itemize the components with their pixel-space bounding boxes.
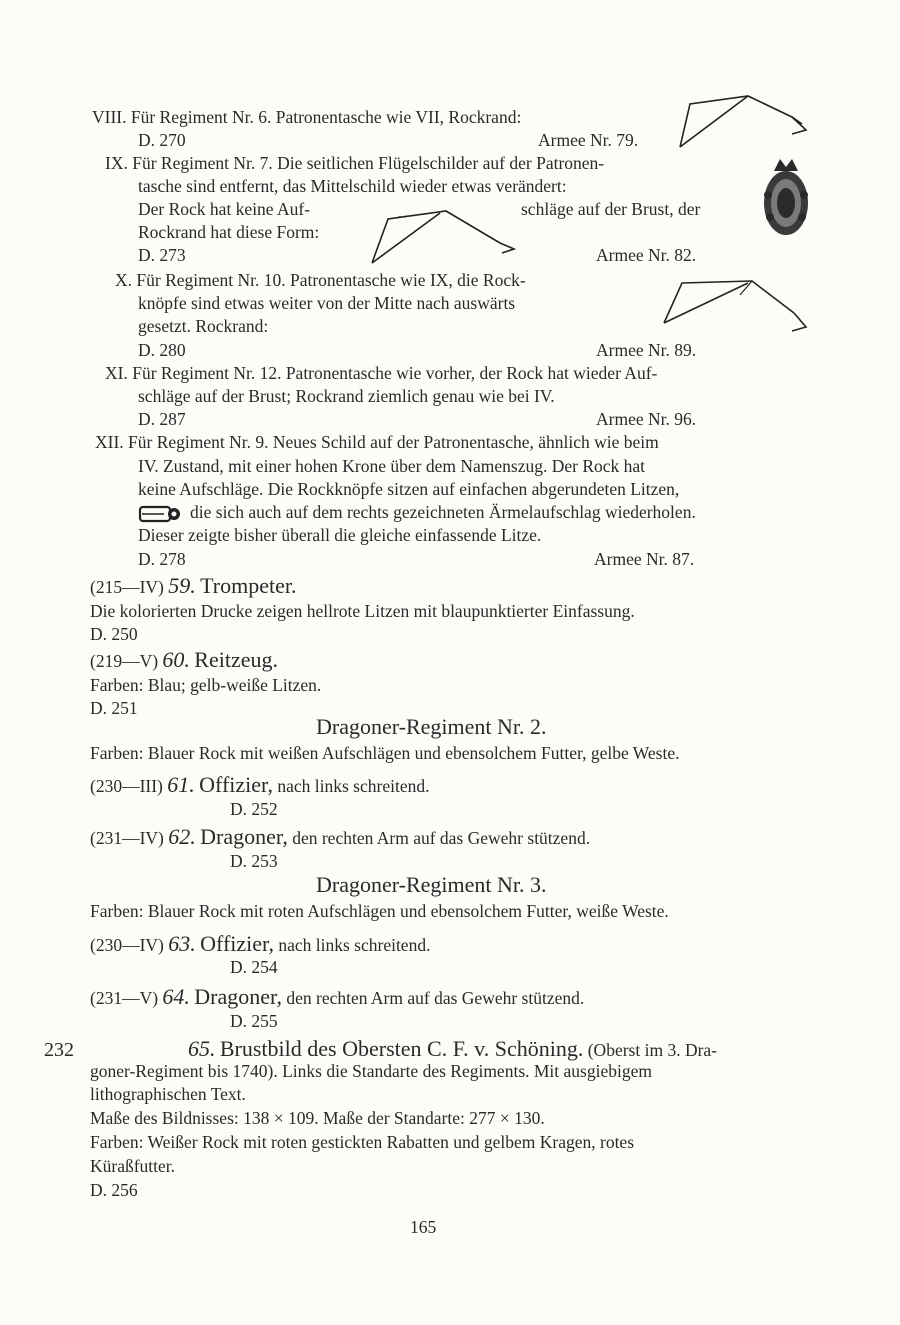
item-x-d: D. 280 (138, 340, 186, 360)
rockrand-sketch-ix (368, 205, 518, 267)
entry-65-line3: lithographischen Text. (90, 1084, 246, 1104)
item-xii-armee: Armee Nr. 87. (594, 549, 695, 569)
entry-65-line4: Maße des Bildnisses: 138 × 109. Maße der Standarte: 277 × 130. (90, 1108, 545, 1128)
entry-61-d: D. 252 (230, 799, 278, 819)
item-xii-line1: XII. Für Regiment Nr. 9. Neues Schild auf der Patronentasche, ähnlich wie beim (95, 432, 659, 452)
entry-60-d: D. 251 (90, 698, 138, 718)
rockrand-sketch-x (660, 275, 810, 335)
item-ix-d: D. 273 (138, 245, 186, 265)
item-ix-line2: tasche sind entfernt, das Mittelschild wieder etwas verändert: (138, 176, 567, 196)
entry-65-line6: Küraßfutter. (90, 1156, 176, 1176)
item-ix-armee: Armee Nr. 82. (596, 245, 697, 265)
entry-60-header: (219—V) 60. Reitzeug. (90, 647, 278, 672)
section-heading-dragoner-2: Dragoner-Regiment Nr. 2. (316, 714, 547, 739)
item-viii-d: D. 270 (138, 130, 186, 150)
item-x-line3: gesetzt. Rockrand: (138, 316, 269, 336)
page-number: 165 (410, 1217, 437, 1237)
entry-65-header: 65. Brustbild des Obersten C. F. v. Schöning. (Oberst im 3. Dra- (188, 1036, 718, 1061)
item-viii-line1: VIII. Für Regiment Nr. 6. Patronentasche wie VII, Rockrand: (92, 107, 522, 127)
entry-64-d: D. 255 (230, 1011, 278, 1031)
entry-65-d: D. 256 (90, 1180, 138, 1200)
section-3-colors: Farben: Blauer Rock mit roten Aufschlägen und ebensolchem Futter, weiße Weste. (90, 901, 669, 921)
item-xi-line1: XI. Für Regiment Nr. 12. Patronentasche wie vorher, der Rock hat wieder Auf- (105, 363, 658, 383)
item-x-armee: Armee Nr. 89. (596, 340, 697, 360)
item-xii-line5: Dieser zeigte bisher überall die gleiche einfassende Litze. (138, 525, 542, 545)
entry-65-line5: Farben: Weißer Rock mit roten gestickten Rabatten und gelbem Kragen, rotes (90, 1132, 635, 1152)
entry-59-header: (215—IV) 59. Trompeter. (90, 573, 297, 598)
item-xii-line3: keine Aufschläge. Die Rockknöpfe sitzen auf einfachen abgerundeten Litzen, (138, 479, 680, 499)
item-ix-line1: IX. Für Regiment Nr. 7. Die seitlichen Flügelschilder auf der Patronen- (105, 153, 605, 173)
entry-62-d: D. 253 (230, 851, 278, 871)
entry-59-text: Die kolorierten Drucke zeigen hellrote Litzen mit blaupunktierter Einfassung. (90, 601, 635, 621)
cartridge-shield-drawing (758, 155, 814, 241)
item-xii-line2: IV. Zustand, mit einer hohen Krone über dem Namenszug. Der Rock hat (138, 456, 646, 476)
item-ix-line3a: Der Rock hat keine Auf- (138, 199, 311, 219)
entry-63-header: (230—IV) 63. Offizier, nach links schreitend. (90, 931, 431, 956)
item-xii-d: D. 278 (138, 549, 186, 569)
item-xi-armee: Armee Nr. 96. (596, 409, 697, 429)
item-ix-line3b: schläge auf der Brust, der (521, 199, 701, 219)
item-viii-armee: Armee Nr. 79. (538, 130, 639, 150)
entry-60-text: Farben: Blau; gelb-weiße Litzen. (90, 675, 322, 695)
margin-number: 232 (44, 1039, 74, 1061)
entry-64-header: (231—V) 64. Dragoner, den rechten Arm auf das Gewehr stützend. (90, 984, 585, 1009)
entry-62-header: (231—IV) 62. Dragoner, den rechten Arm auf das Gewehr stützend. (90, 824, 591, 849)
entry-63-d: D. 254 (230, 957, 278, 977)
item-ix-line4: Rockrand hat diese Form: (138, 222, 320, 242)
item-xi-d: D. 287 (138, 409, 186, 429)
rockrand-sketch-viii (670, 92, 815, 152)
litze-icon (138, 504, 184, 524)
section-2-colors: Farben: Blauer Rock mit weißen Aufschlägen und ebensolchem Futter, gelbe Weste. (90, 743, 680, 763)
item-xii-line4: die sich auch auf dem rechts gezeichneten Ärmelaufschlag wiederholen. (190, 502, 696, 522)
entry-61-header: (230—III) 61. Offizier, nach links schreitend. (90, 772, 430, 797)
entry-59-d: D. 250 (90, 624, 138, 644)
entry-65-line2: goner-Regiment bis 1740). Links die Standarte des Regiments. Mit ausgiebigem (90, 1061, 652, 1081)
section-heading-dragoner-3: Dragoner-Regiment Nr. 3. (316, 872, 547, 897)
item-x-line2: knöpfe sind etwas weiter von der Mitte nach auswärts (138, 293, 516, 313)
item-x-line1: X. Für Regiment Nr. 10. Patronentasche wie IX, die Rock- (115, 270, 526, 290)
item-xi-line2: schläge auf der Brust; Rockrand ziemlich genau wie bei IV. (138, 386, 555, 406)
